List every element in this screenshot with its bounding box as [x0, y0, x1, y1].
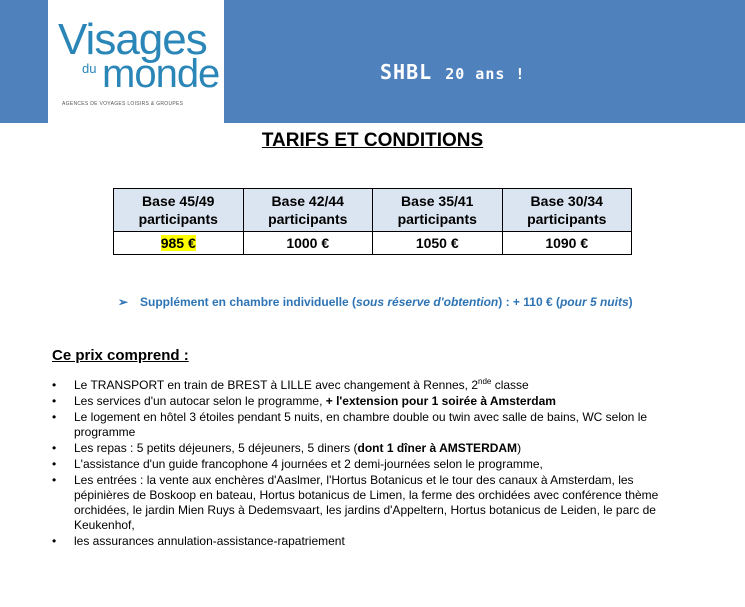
list-item: [52, 410, 692, 440]
price-includes-title: Ce prix comprend :: [52, 347, 189, 364]
price-value: 1090 €: [545, 235, 589, 251]
item-text: Le TRANSPORT en train de BREST à LILLE avec changement à Rennes, 2: [74, 378, 479, 392]
supplement-line: [118, 295, 633, 309]
header-title-sub: 20 ans !: [445, 65, 526, 83]
list-item: [52, 441, 692, 456]
item-superscript: nde: [478, 377, 492, 386]
header-line: Base 45/49: [142, 193, 215, 209]
price-table: [113, 188, 632, 255]
price-value: 1050 €: [415, 235, 459, 251]
price-table-header-cell: [243, 189, 373, 232]
price-value: 1000 €: [286, 235, 330, 251]
bullet-icon: •: [52, 378, 57, 392]
supplement-text: ): [628, 295, 633, 309]
list-item: [52, 473, 692, 533]
header-line: participants: [527, 211, 607, 227]
header-line: participants: [397, 211, 477, 227]
logo-word-monde: monde: [102, 52, 220, 96]
section-title: TARIFS ET CONDITIONS: [261, 130, 484, 151]
price-table-header-cell: [502, 189, 632, 232]
header-line: Base 35/41: [401, 193, 474, 209]
bullet-icon: •: [52, 394, 57, 408]
bullet-icon: •: [52, 534, 57, 548]
price-value-highlighted: 985 €: [160, 235, 196, 251]
price-table-price-row: [114, 232, 632, 255]
logo: [48, 0, 224, 123]
bullet-icon: •: [52, 473, 57, 487]
price-cell: [502, 232, 632, 255]
price-cell: [243, 232, 373, 255]
header-title-main: SHBL: [380, 60, 433, 84]
price-cell: [373, 232, 503, 255]
price-cell: [114, 232, 244, 255]
supplement-italic: pour 5 nuits: [559, 295, 629, 309]
bullet-icon: •: [52, 410, 57, 424]
list-item: [52, 378, 692, 393]
supplement-text: Supplément en chambre individuelle (: [140, 295, 357, 309]
item-text: classe: [491, 378, 529, 392]
item-bold-text: + l'extension pour 1 soirée à Amsterdam: [325, 394, 556, 408]
bullet-icon: •: [52, 457, 57, 471]
bullet-icon: •: [52, 441, 57, 455]
header-line: Base 42/44: [271, 193, 344, 209]
item-text: ): [517, 441, 522, 455]
header-line: participants: [268, 211, 348, 227]
supplement-italic: sous réserve d'obtention: [356, 295, 499, 309]
list-item: [52, 394, 692, 409]
header-line: Base 30/34: [530, 193, 603, 209]
logo-tagline: AGENCES DE VOYAGES LOISIRS & GROUPES: [62, 101, 184, 107]
item-text: Les entrées : la vente aux enchères d'Aaslmer, l'Hortus Botanicus et le tour des canaux à Amsterdam, les pépinières de Boskoop en bateau, Hortus botanicus de Limen, la ferme des orchidées avec conférence thème orchidées, le jardin Mien Ruys à Dedemsvaart, les jardins d'Appeltern, Hortus botanicus de Leiden, le parc de Keukenhof,: [74, 473, 659, 532]
item-text: Les services d'un autocar selon le programme,: [74, 394, 326, 408]
price-table-header-cell: [114, 189, 244, 232]
item-text: Les repas : 5 petits déjeuners, 5 déjeuners, 5 diners (: [74, 441, 358, 455]
item-text: Le logement en hôtel 3 étoiles pendant 5 nuits, en chambre double ou twin avec salle de bains, WC selon le programme: [74, 410, 648, 439]
item-bold-text: dont 1 dîner à AMSTERDAM: [357, 441, 518, 455]
item-text: les assurances annulation-assistance-rapatriement: [74, 534, 345, 548]
logo-word-du: du: [82, 61, 97, 76]
arrow-bullet-icon: ➢: [118, 295, 129, 309]
price-table-header-cell: [373, 189, 503, 232]
list-item: [52, 457, 692, 472]
price-table-header-row: [114, 189, 632, 232]
item-text: L'assistance d'un guide francophone 4 journées et 2 demi-journées selon le programme,: [74, 457, 543, 471]
logo-word-visages: Visages: [58, 15, 207, 64]
header-title: [380, 60, 525, 84]
included-items-list: [52, 378, 692, 550]
header-line: participants: [138, 211, 218, 227]
supplement-text: ) : + 110 € (: [498, 295, 560, 309]
list-item: [52, 534, 692, 549]
